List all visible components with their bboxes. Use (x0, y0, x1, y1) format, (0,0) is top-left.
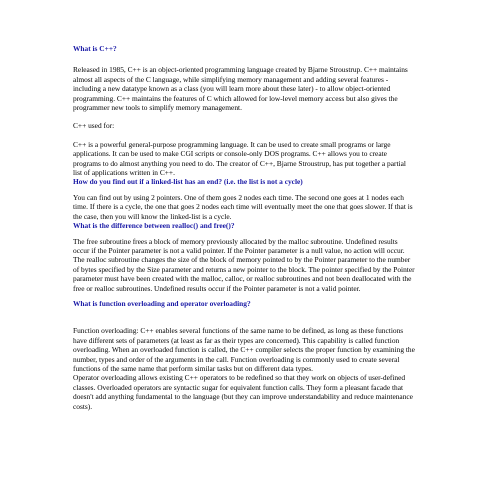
section-heading-realloc-free: What is the difference between realloc() and free()? (73, 221, 235, 231)
section-heading-linked-list: How do you find out if a linked-list has an end? (i.e. the list is not a cycle) (73, 177, 303, 187)
document-page (73, 44, 415, 411)
paragraph-cpp-history: Released in 1985, C++ is an object-oriented programming language created by Bjarne Stroustrup. C++ maintains almost all aspects of the C language, while simplifying memory management and adding several features - including a new datatype known as a class (you will learn more about these later) - to allow object-oriented programming. C++ maintains the features of C which allowed for low-level memory access but also gives the programmer new tools to simplify memory management. (73, 65, 408, 113)
paragraph-linked-list-answer: You can find out by using 2 pointers. One of them goes 2 nodes each time. The second one goes at 1 nodes each time. If there is a cycle, the one that goes 2 nodes each time will eventually meet the one that goes slower. If that is the case, then you will know the linked-list is a cycle. (73, 192, 413, 221)
section-heading-what-is-cpp: What is C++? (73, 44, 117, 53)
paragraph-realloc-free-answer: The free subroutine frees a block of memory previously allocated by the malloc subroutine. Undefined results occur if the Pointer parameter is not a valid pointer. If the Pointer parameter is a null value, no action will occur. The realloc subroutine changes the size of the block of memory pointed to by the Pointer parameter to the number of bytes specified by the Size parameter and returns a new pointer to the block. The pointer specified by the Pointer parameter must have been created with the malloc, calloc, or realloc subroutines and not been deallocated with the free or realloc subroutines. Undefined results occur if the Pointer parameter is not a valid pointer. (73, 236, 415, 293)
paragraph-operator-overloading: Operator overloading allows existing C++ operators to be redefined so that they work on objects of user-defined classes. Overloaded operators are syntactic sugar for equivalent function calls. They form a pleasant facade that doesn't add anything fundamental to the language (but they can improve understandability and reduce maintenance costs). (73, 373, 413, 411)
paragraph-function-overloading: Function overloading: C++ enables several functions of the same name to be defined, as long as these functions have different sets of parameters (at least as far as their types are concerned). This capability is called function overloading. When an overloaded function is called, the C++ compiler selects the proper function by examining the number, types and order of the arguments in the call. Function overloading is commonly used to create several functions of the same name that perform similar tasks but on different data types. (73, 326, 415, 373)
paragraph-cpp-used-for: C++ used for: (73, 121, 115, 131)
paragraph-cpp-general-purpose: C++ is a powerful general-purpose programming language. It can be used to create small programs or large applications. It can be used to make CGI scripts or console-only DOS programs. C++ allows you to create programs to do almost anything you need to do. The creator of C++, Bjarne Stroustrup, has put together a partial list of applications written in C++. (73, 139, 406, 178)
section-heading-overloading: What is function overloading and operator overloading? (73, 298, 251, 308)
